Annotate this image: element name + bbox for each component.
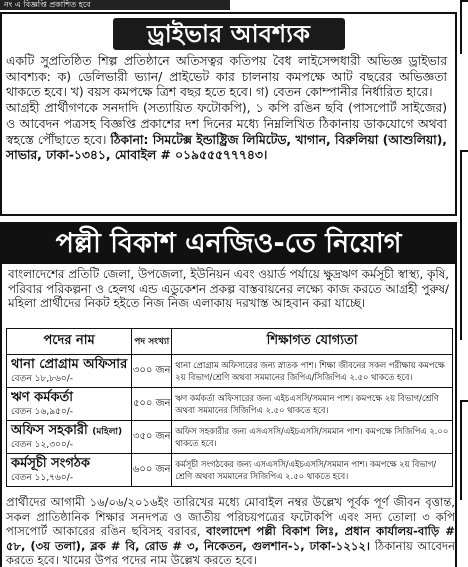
header-qualification: শিক্ষাগত যোগ্যতা <box>172 329 453 355</box>
post-count: ৫০০ জন <box>132 388 172 421</box>
driver-ad-requirements: একটি সুপ্রতিষ্ঠিত শিল্প প্রতিষ্ঠানে অতিসত্বর কতিপয় বৈধ লাইসেন্সধারী অভিজ্ঞ ড্রাইভার আবশ্যক: ক) ডেলিভারী ভ্যান/ প্রাইভেট কার চালনায় কমপক্ষে আট বছরের অভিজ্ঞতা থাকতে হবে। খ) বয়স কমপক্ষে ত্রিশ বছর হতে হবে। গ) বেতন কোম্পানীর নির্ধারিত হারে। <box>6 54 447 100</box>
post-count: ৬০০ জন <box>132 454 172 487</box>
ngo-ad-heading: পল্লী বিকাশ এনজিও-তে নিয়োগ <box>2 224 455 264</box>
adjacent-ad-border <box>460 0 468 54</box>
post-title: ঋণ কর্মকর্তা <box>11 390 74 405</box>
footer-instructions: প্রার্থীদের আগামী ১৬/০৬/২০১৬ইং তারিখের মধ্যে মোবাইল নম্বর উল্লেখ পূর্বক পূর্ণ জীবন বৃত্তান্ত, সকল প্রাতিষ্ঠানিক শিক্ষার সনদপত্র ও জাতীয় পরিচয়পত্রের ফটোকপি এবং সদ্য তোলা ৩ কপি পাসপোর্ট আকারের রঙিন ছবিসহ বরাবর, <box>6 495 455 539</box>
vacancy-table <box>6 328 453 487</box>
ngo-ad-footer <box>6 495 455 567</box>
post-title: অফিস সহকারী <box>11 423 88 438</box>
post-salary: বেতন ১১,৭৬০/- <box>11 473 74 483</box>
table-row <box>7 454 453 487</box>
adjacent-ad-border <box>460 150 468 340</box>
driver-ad-apply-text: আগ্রহী প্রার্থীগণকে সনদাদি (সত্যায়িত ফটোকপি), ১ কপি রঙিন ছবি (পাসপোর্ট সাইজের) ও আবেদন পত্রসহ বিজ্ঞপ্তি প্রকাশের দশ দিনের মধ্যে নিম্নলিখিত ঠিকানায় ডাকযোগে অথবা স্বহস্তে পৌঁছাতে হবে। <box>6 101 447 147</box>
post-qualification: কর্মসূচী সংগঠকের জন্য এসএসসি/এইচএসসি/সমমান পাশ। কমপক্ষে ২য় বিভাগ/শ্রেণি অথবা সমমানের সিজিপিএ ২.৫০ থাকতে হবে। <box>172 454 453 487</box>
post-count: ৩০০ জন <box>132 355 172 388</box>
post-count: ৩৫০ জন <box>132 421 172 454</box>
footer-note: ঠিকানায় আবেদন করতে হবে। খামের উপর পদের নাম উল্লেখ করতে হবে। <box>6 538 456 567</box>
post-title: কর্মসূচী সংগঠক <box>11 456 90 471</box>
header-post: পদের নাম <box>7 329 132 355</box>
post-qualification: থানা প্রোগ্রাম অফিসারের জন্য স্নাতক পাশ। শিক্ষা জীবনের সকল পরীক্ষায় কমপক্ষে ২য় বিভাগ/শ্রেণি অথবা সমমানের জিপিএ/সিজিপিএ ২.৫০ থাকতে হবে। <box>172 355 453 388</box>
driver-job-ad <box>0 12 457 216</box>
previous-ad-strip: নং এ বিজ্ঞপ্তি প্রকাশিত হবে <box>0 0 230 10</box>
driver-ad-body <box>2 50 455 164</box>
table-row <box>7 388 453 421</box>
post-tag: (মহিলা) <box>92 427 123 437</box>
adjacent-ad-border <box>460 400 468 500</box>
table-row <box>7 355 453 388</box>
header-count: পদ সংখ্যা <box>132 329 172 355</box>
post-qualification: অফিস সহকারীর জন্য এসএসসি/এইচএসসি/সমমান পাশ। কমপক্ষে সিজিপিএ ২.০০ থাকতে হবে। <box>172 421 453 454</box>
vacancy-table-header <box>7 329 453 355</box>
ngo-ad-intro: বাংলাদেশের প্রতিটি জেলা, উপজেলা, ইউনিয়ন এবং ওয়ার্ড পর্যায়ে ক্ষুদ্রঋণ কর্মসূচী স্বাস্থ্য, কৃষি, পরিবার পরিকল্পনা ও হেলথ এন্ড এডুকেশন প্রকল্প বাস্তবায়নের লক্ষ্যে কাজ করতে আগ্রহী পুরুষ/মহিলা প্রার্থীদের নিকট হইতে নিজ নিজ এলাকায় দরখাস্ত আহবান করা যাচ্ছে। <box>8 267 449 311</box>
post-salary: বেতন ১৬,৯৫০/- <box>11 407 74 417</box>
ngo-recruitment-ad <box>0 222 457 567</box>
post-title: থানা প্রোগ্রাম অফিসার <box>11 357 128 372</box>
post-salary: বেতন ১৮,৮৬০/- <box>11 374 74 384</box>
table-row <box>7 421 453 454</box>
post-salary: বেতন ১২,৩০০/- <box>11 440 74 450</box>
driver-ad-address: ঠিকানা: সিমটেক্স ইন্ডাষ্ট্রিজ লিমিটেড, খাগান, বিরুলিয়া (আশুলিয়া), সাভার, ঢাকা-১৩৪১, মোবাইল # ০১৯৫৫৫৭৭৭৪৩। <box>6 132 447 163</box>
footer-address: বাংলাদেশ পল্লী বিকাশ লিঃ, প্রধান কার্যালয়-বাড়ি # ৫৮, (৩য় তলা), ব্লক # বি, রোড # ৩, নিকেতন, গুলশান-১, ঢাকা-১২১২। <box>6 524 455 553</box>
post-qualification: ঋণ কর্মকর্তা অফিসারের জন্য এইচএসসি/সমমান পাশ। কমপক্ষে ২য় বিভাগ/শ্রেণি অথবা সমমানের সিজিপিএ ২.৫০ থাকতে হবে। <box>172 388 453 421</box>
driver-ad-heading: ড্রাইভার আবশ্যক <box>113 18 345 50</box>
